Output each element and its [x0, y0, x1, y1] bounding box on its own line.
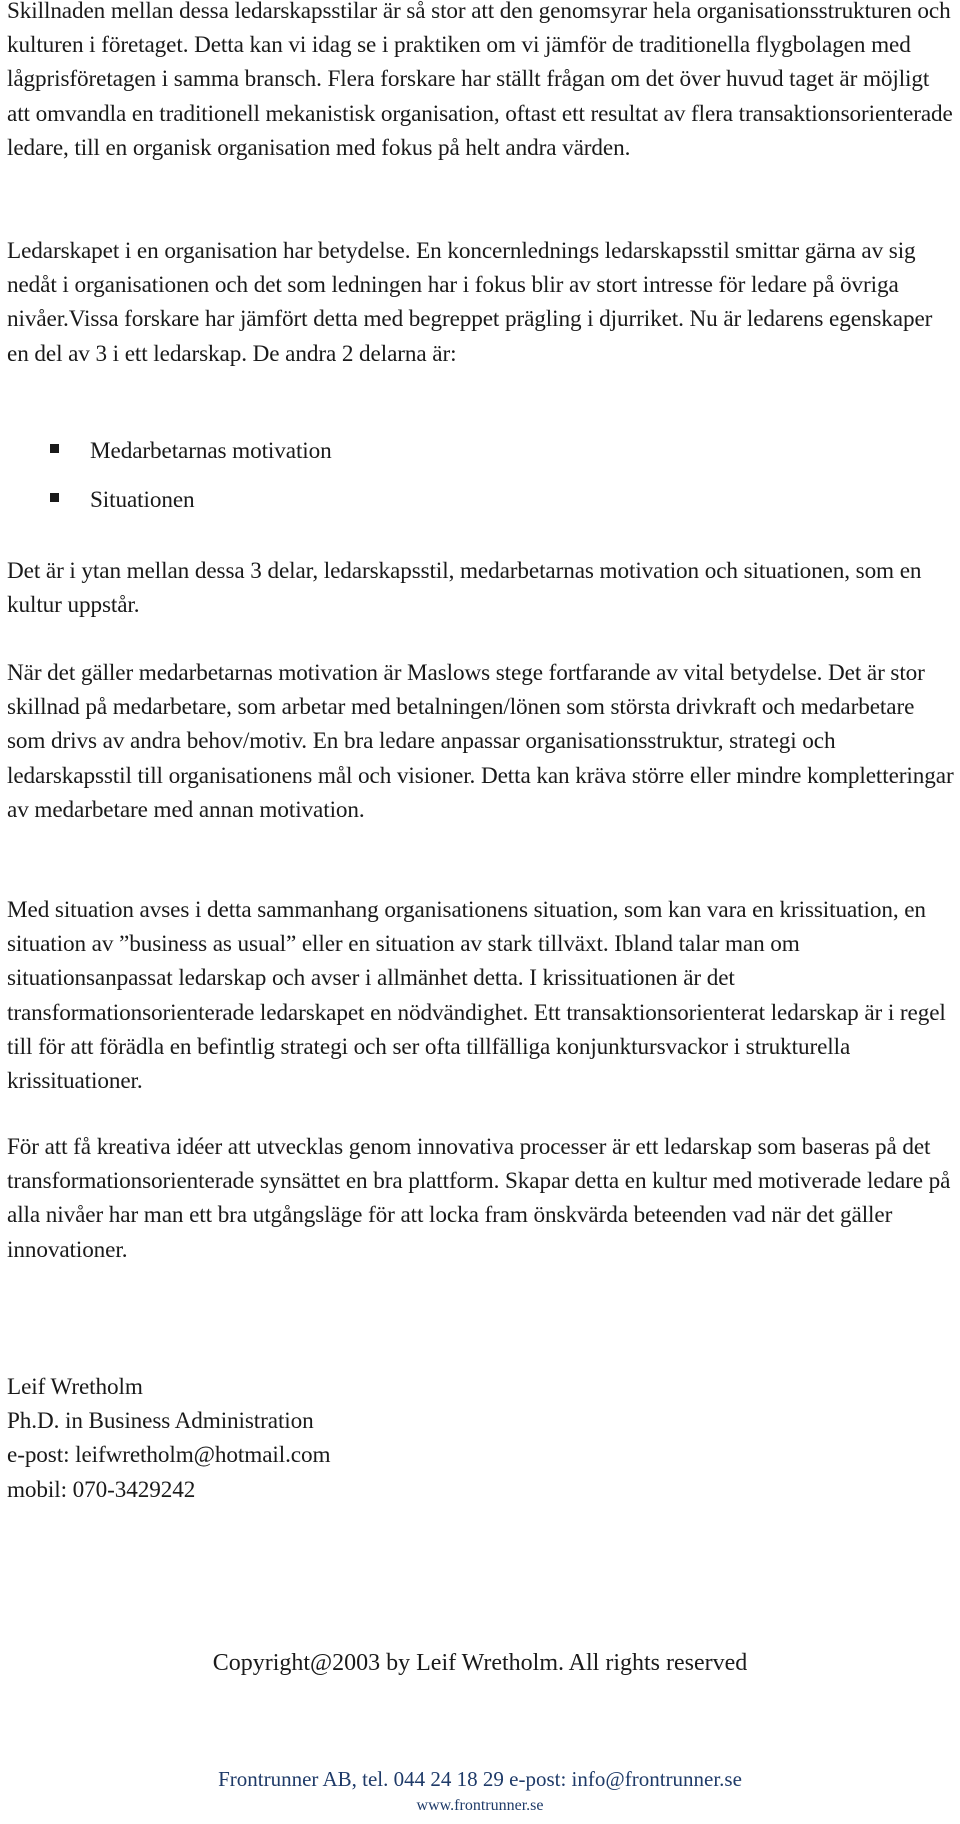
footer-website-link[interactable]: www.frontrunner.se — [416, 1797, 544, 1814]
paragraph-text: Skillnaden mellan dessa ledarskapsstilar är så stor att den genomsyrar hela organisationsstrukturen och kulturen i företaget. Detta kan vi idag se i praktiken om vi jämför de traditionella flygbolagen med lågprisföretagen i samma bransch. Flera forskare har ställt frågan om det över huvud taget är möjligt att omvandla en traditionell mekanistisk organisation, oftast ett resultat av flera transaktionsorienterade ledare, till en organisk organisation med fokus på helt andra värden. — [7, 0, 953, 161]
body-paragraph-3 — [7, 554, 955, 622]
copyright-notice: Copyright@2003 by Leif Wretholm. All rights reserved — [212, 1650, 748, 1676]
author-title: Ph.D. in Business Administration — [7, 1408, 314, 1435]
body-paragraph-5 — [7, 893, 955, 1098]
body-paragraph-2 — [7, 234, 955, 371]
bullet-item — [7, 483, 955, 532]
body-paragraph-1 — [7, 0, 955, 165]
bullet-item — [7, 434, 955, 483]
body-paragraph-6 — [7, 1130, 955, 1267]
bullet-text: Medarbetarnas motivation — [90, 438, 332, 464]
footer-contact: Frontrunner AB, tel. 044 24 18 29 e-post: info@frontrunner.se — [218, 1767, 742, 1791]
paragraph-text: När det gäller medarbetarnas motivation är Maslows stege fortfarande av vital betydelse. Det är stor skillnad på medarbetare, som arbetar med betalningen/lönen som största drivkraft och medarbetare som drivs av andra behov/motiv. En bra ledare anpassar organisationsstruktur, strategi och ledarskapsstil till organisationens mål och visioner. Detta kan kräva större eller mindre kompletteringar av medarbetare med annan motivation. — [7, 660, 954, 823]
bullet-text: Situationen — [90, 487, 195, 513]
square-bullet-icon — [50, 493, 59, 502]
bullet-list — [7, 434, 955, 532]
paragraph-text: Med situation avses i detta sammanhang organisationens situation, som kan vara en krissituation, en situation av ”business as usual” eller en situation av stark tillväxt. Ibland talar man om situationsanpassat ledarskap och avser i allmänhet detta. I krissituationen är det transformationsorienterade ledarskapet en nödvändighet. Ett transaktionsorienterat ledarskap är i regel till för att förädla en befintlig strategi och ser ofta tillfälliga konjunktursvackor i strukturella krissituationer. — [7, 897, 946, 1095]
square-bullet-icon — [50, 444, 59, 453]
paragraph-text: Det är i ytan mellan dessa 3 delar, ledarskapsstil, medarbetarnas motivation och situationen, som en kultur uppstår. — [7, 558, 922, 619]
paragraph-text: Ledarskapet i en organisation har betydelse. En koncernlednings ledarskapsstil smittar gärna av sig nedåt i organisationen och det som ledningen har i fokus blir av stort intresse för ledare på övriga nivåer.Vissa forskare har jämfört detta med begreppet prägling i djurriket. Nu är ledarens egenskaper en del av 3 i ett ledarskap. De andra 2 delarna är: — [7, 238, 933, 367]
author-name: Leif Wretholm — [7, 1374, 143, 1400]
author-mobile: mobil: 070-3429242 — [7, 1476, 196, 1503]
body-paragraph-4 — [7, 656, 955, 827]
bullet-list-container — [7, 434, 955, 532]
paragraph-text: För att få kreativa idéer att utvecklas genom innovativa processer är ett ledarskap som baseras på det transformationsorienterade synsättet en bra plattform. Skapar detta en kultur med motiverade ledare på alla nivåer har man ett bra utgångsläge för att locka fram önskvärda beteenden vad när det gäller innovationer. — [7, 1134, 951, 1263]
author-email[interactable]: e-post: leifwretholm@hotmail.com — [7, 1442, 331, 1469]
author-signature — [7, 1370, 955, 1507]
